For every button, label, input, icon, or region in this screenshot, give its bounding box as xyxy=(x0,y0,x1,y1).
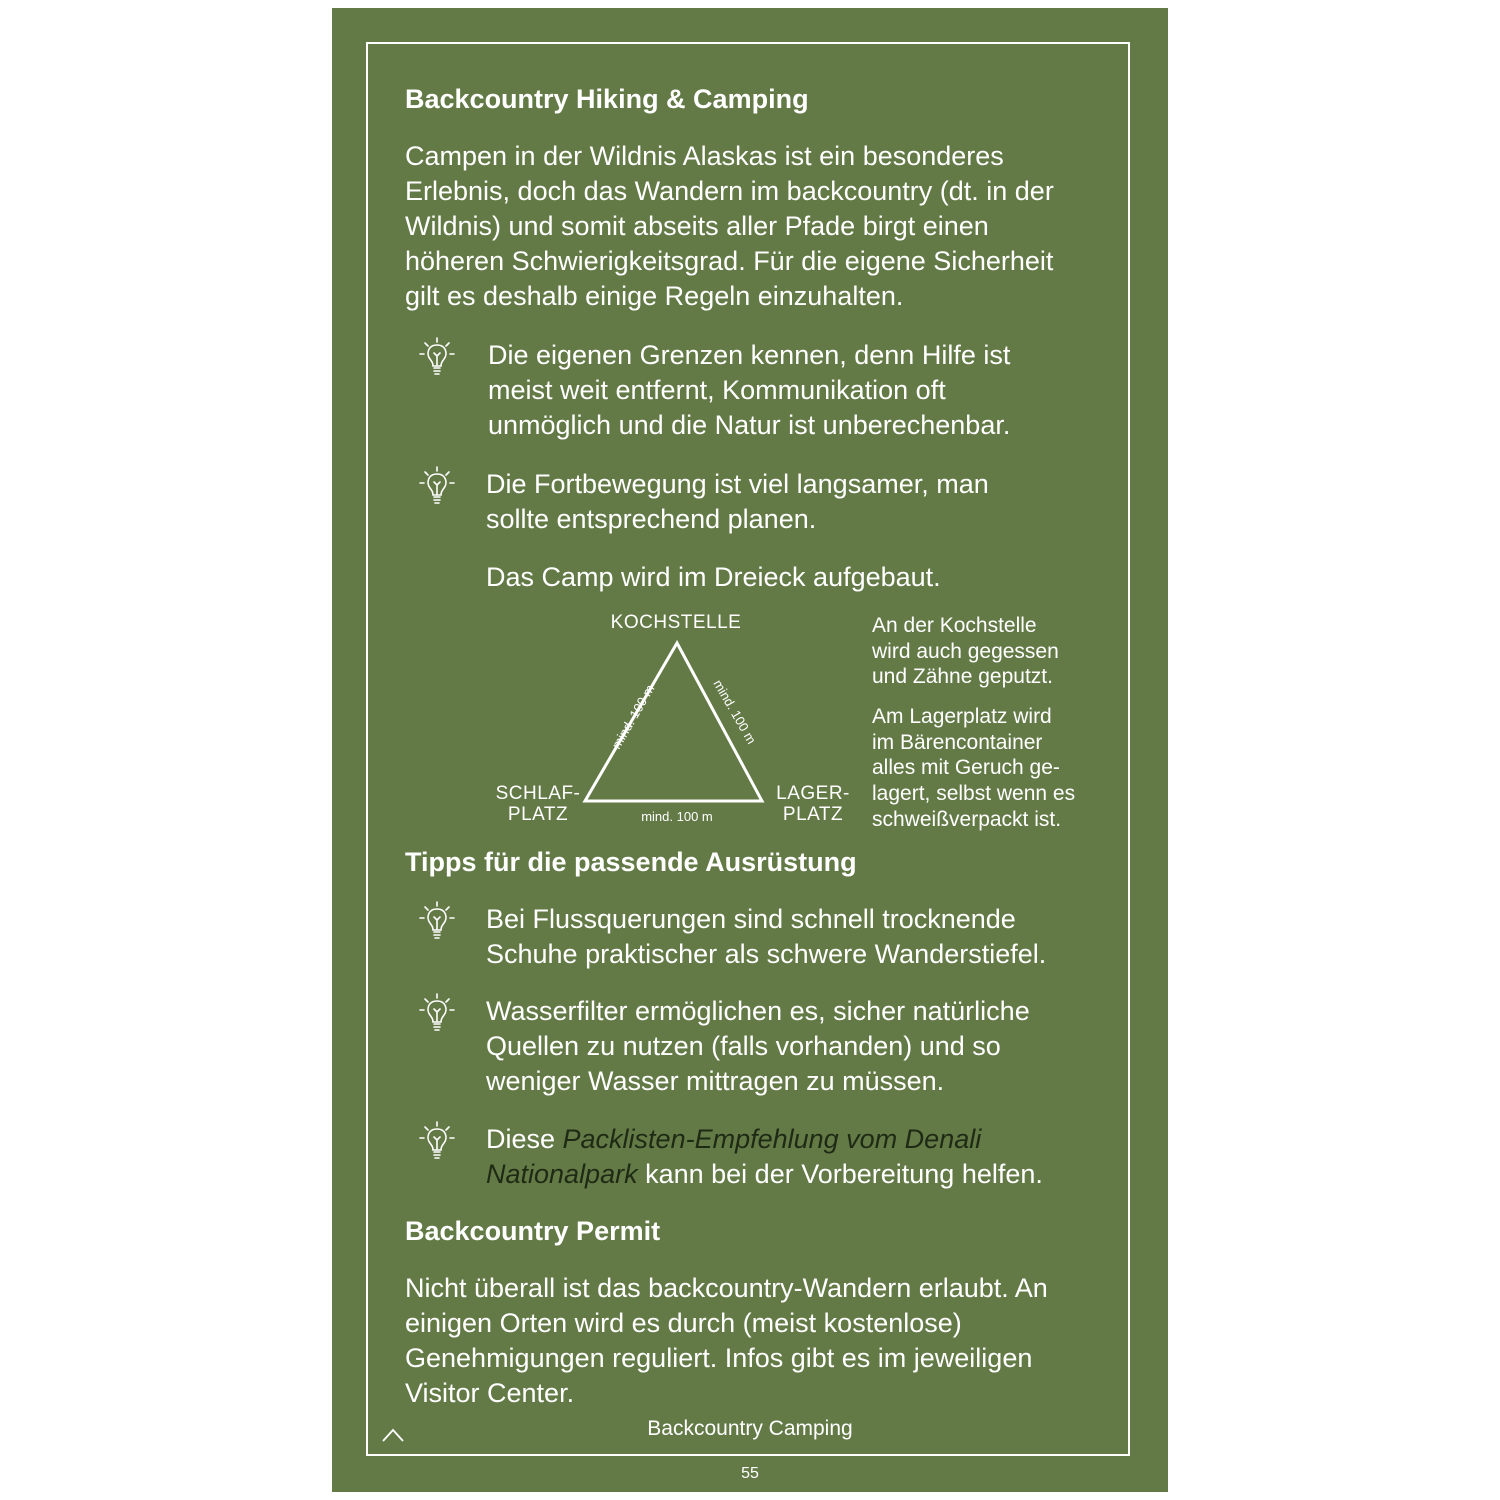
text-line: Campen in der Wildnis Alaskas ist ein besonderes xyxy=(405,141,1004,171)
lightbulb-icon xyxy=(416,898,458,942)
heading-backcountry-hiking: Backcountry Hiking & Camping xyxy=(405,84,809,114)
text-line: schweißverpackt ist. xyxy=(872,807,1062,831)
lightbulb-icon xyxy=(416,334,458,378)
camp-triangle-text: Das Camp wird im Dreieck aufgebaut. xyxy=(486,562,941,592)
text-line: und Zähne geputzt. xyxy=(872,665,1053,689)
text-line: SCHLAF- xyxy=(495,783,581,804)
text-line: gilt es deshalb einige Regeln einzuhalten. xyxy=(405,281,904,311)
side-note-kochstelle xyxy=(872,613,1059,690)
text-line: Wildnis) und somit abseits aller Pfade birgt einen xyxy=(405,211,989,241)
text-line: im Bärencontainer xyxy=(872,730,1043,754)
text-line: An der Kochstelle xyxy=(872,614,1037,637)
packliste-link[interactable]: Nationalpark xyxy=(486,1159,638,1189)
text-line: Schuhe praktischer als schwere Wanderstiefel. xyxy=(486,939,1047,969)
text-line: Visitor Center. xyxy=(405,1378,575,1408)
permit-paragraph xyxy=(405,1271,1048,1411)
text-line: Erlebnis, doch das Wandern im backcountry (dt. in der xyxy=(405,176,1054,206)
packliste-link[interactable]: Packlisten-Empfehlung vom Denali xyxy=(562,1124,982,1154)
text-line: PLATZ xyxy=(782,804,844,825)
side-note-lagerplatz xyxy=(872,704,1075,833)
gear-tip-packliste xyxy=(486,1122,1043,1192)
footer-section-title: Backcountry Camping xyxy=(647,1417,853,1440)
edge-label-right: mind. 100 m xyxy=(710,677,760,747)
text-line: meist weit entfernt, Kommunikation oft xyxy=(488,375,946,405)
lightbulb-icon xyxy=(416,1118,458,1162)
gear-tip-item xyxy=(486,902,1046,972)
tip-suffix: kann bei der Vorbereitung helfen. xyxy=(637,1159,1043,1189)
text-line: einigen Orten wird es durch (meist kostenlose) xyxy=(405,1308,962,1338)
text-line: PLATZ xyxy=(507,804,569,825)
text-line: alles mit Geruch ge- xyxy=(872,756,1060,780)
text-line: sollte entsprechend planen. xyxy=(486,504,817,534)
rule-item xyxy=(486,467,989,537)
text-line: wird auch gegessen xyxy=(872,639,1059,663)
label-kochstelle: KOCHSTELLE xyxy=(610,612,742,633)
heading-gear-tips: Tipps für die passende Ausrüstung xyxy=(405,847,857,877)
tip-prefix: Diese xyxy=(486,1124,563,1154)
text-line: Nicht überall ist das backcountry-Wandern erlaubt. An xyxy=(405,1273,1048,1303)
text-line: unmöglich und die Natur ist unberechenbar. xyxy=(488,410,1011,440)
label-schlafplatz xyxy=(482,783,594,825)
lightbulb-icon xyxy=(416,990,458,1034)
edge-label-bottom: mind. 100 m xyxy=(641,809,713,824)
text-line: Bei Flussquerungen sind schnell trocknende xyxy=(486,904,1016,934)
text-line: Die eigenen Grenzen kennen, denn Hilfe ist xyxy=(488,340,1011,370)
text-line: Quellen zu nutzen (falls vorhanden) und so xyxy=(486,1031,1001,1061)
text-line: Die Fortbewegung ist viel langsamer, man xyxy=(486,469,989,499)
text-line: Genehmigungen reguliert. Infos gibt es im jeweiligen xyxy=(405,1343,1033,1373)
text-line: Wasserfilter ermöglichen es, sicher natürliche xyxy=(486,996,1030,1026)
page-number: 55 xyxy=(741,1465,759,1482)
edge-label-left: mind. 100 m xyxy=(608,682,658,752)
text-line: LAGER- xyxy=(776,783,850,804)
gear-tip-item xyxy=(486,994,1030,1099)
intro-paragraph xyxy=(405,139,1054,314)
text-line: höheren Schwierigkeitsgrad. Für die eigene Sicherheit xyxy=(405,246,1054,276)
text-line: weniger Wasser mittragen zu müssen. xyxy=(486,1066,945,1096)
text-line: lagert, selbst wenn es xyxy=(872,782,1076,806)
text-line: Am Lagerplatz wird xyxy=(872,705,1052,728)
rule-item xyxy=(488,338,1010,443)
label-lagerplatz xyxy=(766,783,860,825)
text-line xyxy=(486,1157,1043,1192)
lightbulb-icon xyxy=(416,463,458,507)
heading-backcountry-permit: Backcountry Permit xyxy=(405,1216,661,1246)
text-line xyxy=(486,1122,1043,1157)
